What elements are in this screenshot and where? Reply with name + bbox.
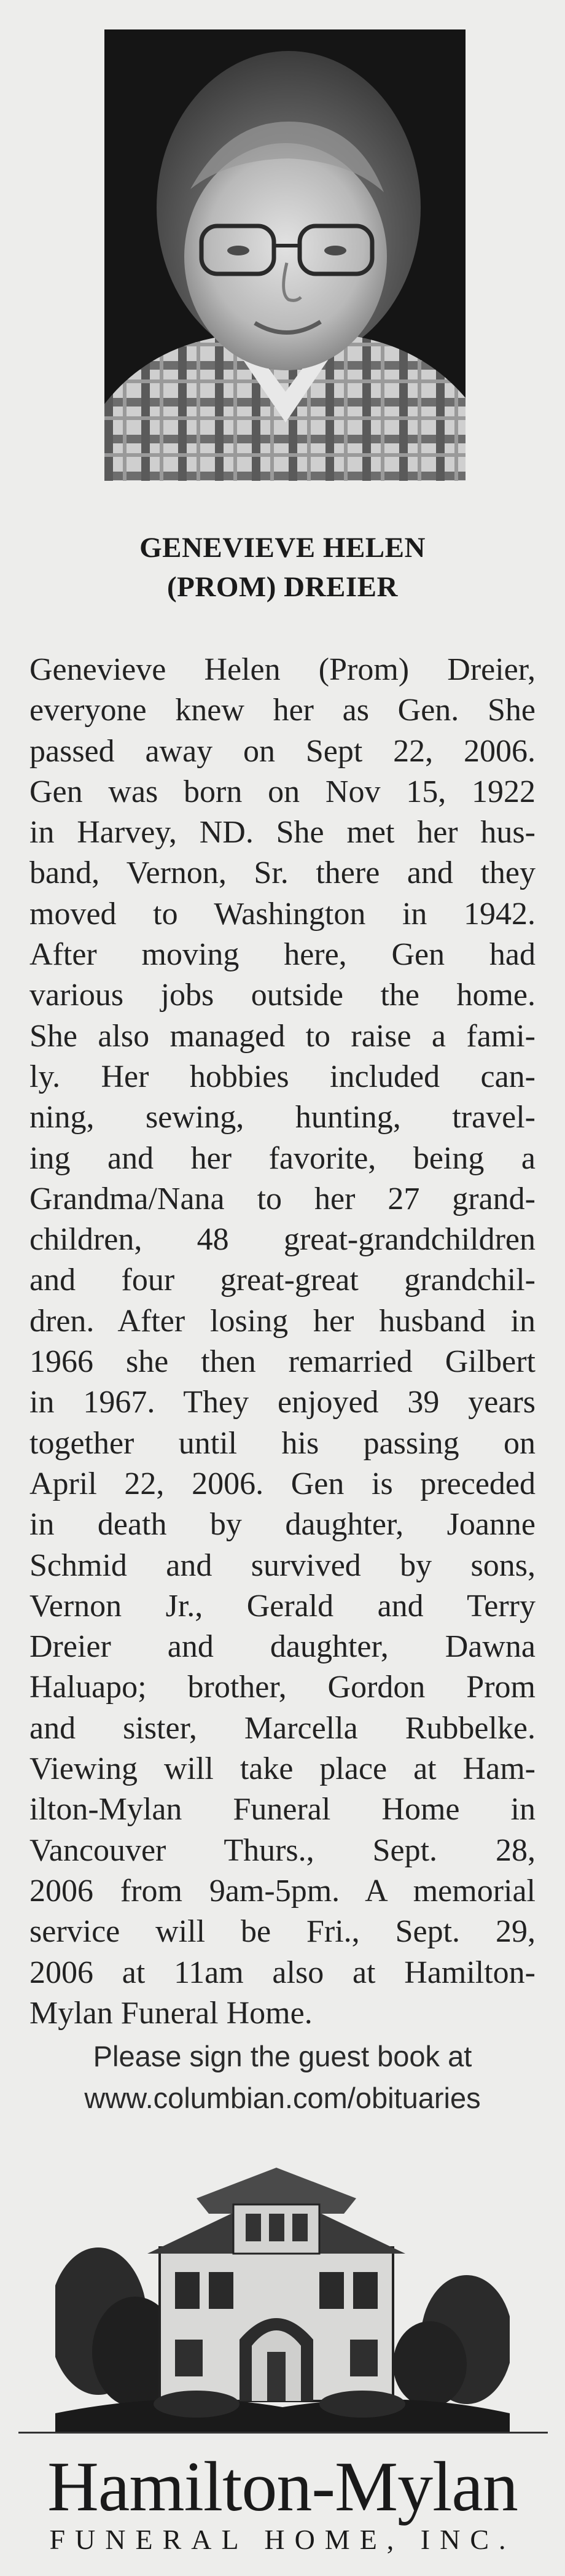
body-line: 2006 from 9am-5pm. A memorial — [29, 1873, 536, 1909]
body-line: Schmid and survived by sons, — [29, 1547, 536, 1583]
body-line: ilton-Mylan Funeral Home in — [29, 1792, 536, 1827]
body-line: Vancouver Thurs., Sept. 28, — [29, 1832, 536, 1868]
guest-book-notice — [0, 2036, 565, 2119]
body-line: 1966 she then remarried Gilbert — [29, 1344, 536, 1380]
logo-divider — [18, 2432, 548, 2434]
obituary-body — [29, 650, 536, 2034]
body-line: moved to Washington in 1942. — [29, 896, 536, 932]
body-line: Viewing will take place at Ham- — [29, 1751, 536, 1787]
body-line: in Harvey, ND. She met her hus- — [29, 815, 536, 850]
body-line: together until his passing on — [29, 1425, 536, 1461]
body-line: ning, sewing, hunting, travel- — [29, 1100, 536, 1135]
body-line: everyone knew her as Gen. She — [29, 693, 536, 728]
body-line: and sister, Marcella Rubbelke. — [29, 1710, 536, 1746]
body-line: service will be Fri., Sept. 29, — [29, 1914, 536, 1950]
body-line: children, 48 great-grandchildren — [29, 1222, 536, 1258]
body-line: in death by daughter, Joanne — [29, 1507, 536, 1543]
body-line: Genevieve Helen (Prom) Dreier, — [29, 652, 536, 687]
body-line: and four great-great grandchil- — [29, 1263, 536, 1298]
body-line: After moving here, Gen had — [29, 937, 536, 973]
body-line: band, Vernon, Sr. there and they — [29, 855, 536, 891]
body-line: Gen was born on Nov 15, 1922 — [29, 774, 536, 809]
funeral-home-name: Hamilton-Mylan — [47, 2448, 518, 2526]
body-line: dren. After losing her husband in — [29, 1303, 536, 1339]
body-line: Vernon Jr., Gerald and Terry — [29, 1588, 536, 1624]
name-line-2: (PROM) DREIER — [167, 571, 398, 603]
funeral-home-subtitle: FUNERAL HOME, INC. — [49, 2524, 516, 2555]
body-line: 2006 at 11am also at Hamilton- — [29, 1955, 536, 1990]
body-line: She also managed to raise a fami- — [29, 1018, 536, 1054]
body-line: Dreier and daughter, Dawna — [29, 1629, 536, 1665]
body-line: ly. Her hobbies included can- — [29, 1059, 536, 1094]
portrait-photo — [104, 29, 466, 481]
body-line: passed away on Sept 22, 2006. — [29, 733, 536, 769]
name-line-1: GENEVIEVE HELEN — [139, 532, 426, 564]
guest-book-url: www.columbian.com/obituaries — [84, 2082, 481, 2114]
body-line: April 22, 2006. Gen is preceded — [29, 1466, 536, 1501]
guest-book-line: Please sign the guest book at — [93, 2040, 472, 2072]
body-line: Grandma/Nana to her 27 grand- — [29, 1181, 536, 1216]
deceased-name-heading — [0, 528, 565, 607]
body-line: Haluapo; brother, Gordon Prom — [29, 1670, 536, 1705]
body-line: various jobs outside the home. — [29, 978, 536, 1013]
funeral-home-building-icon — [55, 2155, 510, 2432]
body-line: Mylan Funeral Home. — [29, 1995, 313, 2031]
body-line: ing and her favorite, being a — [29, 1140, 536, 1176]
body-line: in 1967. They enjoyed 39 years — [29, 1385, 536, 1420]
